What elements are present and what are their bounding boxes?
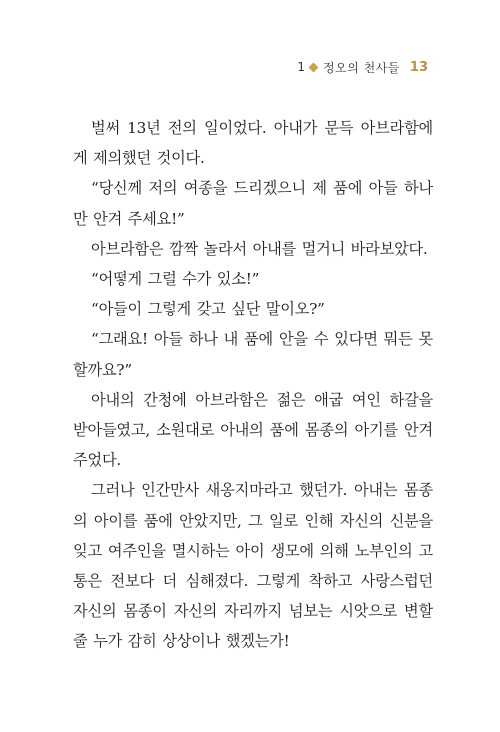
paragraph: 그러나 인간만사 새옹지마라고 했던가. 아내는 몸종의 아이를 품에 안았지만, 그 일로 인해 자신의 신분을 잊고 여주인을 멸시하는 아이 생모에 의해 노부인의 고통은 전보다 더 심해졌다. 그렇게 착하고 사랑스럽던 자신의 몸종이 자신의 자리까지 넘보는 시앗으로 변할 줄 누가 감히 상상이나 했겠는가!: [73, 481, 433, 651]
paragraph: 벌써 13년 전의 일이었다. 아내가 문득 아브라함에게 제의했던 것이다.: [73, 119, 433, 168]
paragraph: “그래요! 아들 하나 내 품에 안을 수 있다면 뭐든 못할까요?”: [73, 330, 433, 379]
diamond-icon: [309, 62, 319, 72]
paragraph: “아들이 그렇게 갖고 싶단 말이오?”: [91, 300, 325, 319]
body-text: [73, 113, 433, 657]
paragraph: “어떻게 그럴 수가 있소!”: [91, 270, 260, 289]
chapter-title: 정오의 천사들: [323, 60, 400, 75]
paragraph: 아내의 간청에 아브라함은 젊은 애굽 여인 하갈을 받아들였고, 소원대로 아내의 품에 몸종의 아기를 안겨 주었다.: [73, 390, 433, 470]
paragraph: “당신께 저의 여종을 드리겠으니 제 품에 아들 하나만 안겨 주세요!”: [73, 179, 433, 228]
page-number: 13: [409, 59, 428, 75]
chapter-number: 1: [297, 60, 306, 74]
paragraph: 아브라함은 깜짝 놀라서 아내를 멀거니 바라보았다.: [91, 239, 428, 258]
running-header: [297, 57, 428, 77]
